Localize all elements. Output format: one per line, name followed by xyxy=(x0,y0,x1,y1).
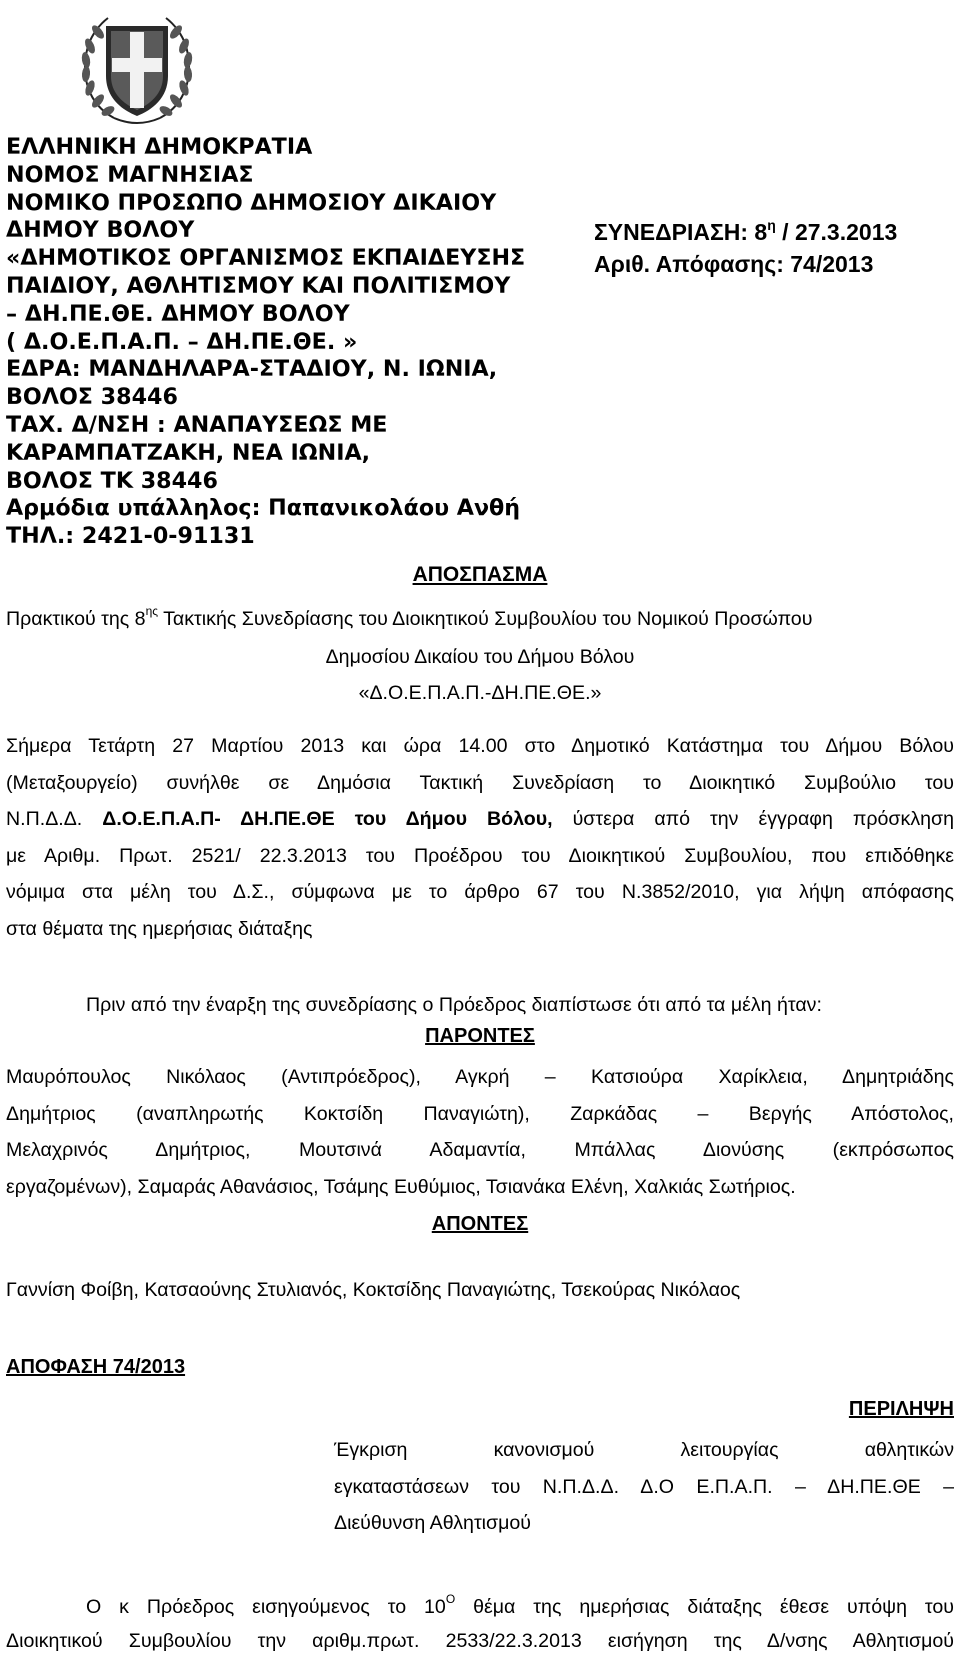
minutes-suffix: Τακτικής Συνεδρίασης του Διοικητικού Συμβουλίου του Νομικού Προσώπου xyxy=(158,608,813,630)
header-line: ΒΟΛΟΣ 38446 xyxy=(6,384,178,411)
session-ordinal: η xyxy=(767,217,776,233)
summary-line: εγκαταστάσεων του Ν.Π.Δ.Δ. Δ.Ο Ε.Π.Α.Π. – ΔΗ.ΠΕ.ΘΕ – xyxy=(334,1475,954,1498)
intro-rest: ύστερα από την έγγραφη πρόσκληση xyxy=(552,808,954,830)
minutes-ordinal: ης xyxy=(145,604,159,618)
intro-line: Σήμερα Τετάρτη 27 Μαρτίου 2013 και ώρα 14.00 στο Δημοτικό Κατάστημα του Δήμου Βόλου xyxy=(6,735,954,757)
closing-ordinal: Ο xyxy=(445,1592,456,1606)
header-line: ΕΔΡΑ: ΜΑΝΔΗΛΑΡΑ-ΣΤΑΔΙΟΥ, Ν. ΙΩΝΙΑ, xyxy=(6,356,498,383)
document-title: ΑΠΟΣΠΑΣΜΑ xyxy=(412,563,548,586)
intro-line: νόμιμα στα μέλη του Δ.Σ., σύμφωνα με το άρθρο 67 του Ν.3852/2010, για λήψη απόφασης xyxy=(6,881,954,903)
session-date: / 27.3.2013 xyxy=(775,219,898,245)
intro-paragraph xyxy=(6,728,954,947)
intro-line: (Μεταξουργείο) συνήλθε σε Δημόσια Τακτική Συνεδρίαση το Διοικητικό Συμβούλιο του xyxy=(6,771,954,794)
intro-line: στα θέματα της ημερήσιας διάταξης xyxy=(6,917,313,940)
header-line: ΤΗΛ.: 2421-0-91131 xyxy=(6,523,255,550)
closing-line xyxy=(86,1589,954,1626)
absent-list: Γαννίση Φοίβη, Κατσαούνης Στυλιανός, Κοκτσίδης Παναγιώτης, Τσεκούρας Νικόλαος xyxy=(6,1279,741,1301)
header-line: ΤΑΧ. Δ/ΝΣΗ : ΑΝΑΠΑΥΣΕΩΣ ΜΕ xyxy=(6,411,388,438)
header-line: «ΔΗΜΟΤΙΚΟΣ ΟΡΓΑΝΙΣΜΟΣ ΕΚΠΑΙΔΕΥΣΗΣ xyxy=(6,245,526,272)
session-line xyxy=(594,216,897,248)
minutes-block xyxy=(6,601,954,637)
header-line: ΔΗΜΟΥ ΒΟΛΟΥ xyxy=(6,217,195,244)
minutes-line-1 xyxy=(6,601,954,637)
absent-heading: ΑΠΟΝΤΕΣ xyxy=(431,1213,529,1235)
minutes-line-3: «Δ.Ο.Ε.Π.Α.Π.-ΔΗ.ΠΕ.ΘΕ.» xyxy=(358,682,602,704)
decision-heading: ΑΠΟΦΑΣΗ 74/2013 xyxy=(6,1356,186,1378)
intro-org-name: Δ.Ο.Ε.Π.Α.Π- ΔΗ.ΠΕ.ΘΕ του Δήμου Βόλου, xyxy=(102,808,553,830)
intro-org-type: Ν.Π.Δ.Δ. xyxy=(6,808,103,830)
session-info xyxy=(594,216,897,280)
issuer-header xyxy=(6,134,566,551)
header-line: ΒΟΛΟΣ ΤΚ 38446 xyxy=(6,467,218,494)
minutes-prefix: Πρακτικού της 8 xyxy=(6,608,146,630)
header-line: ΚΑΡΑΜΠΑΤΖΑΚΗ, ΝΕΑ ΙΩΝΙΑ, xyxy=(6,439,371,466)
quorum-intro: Πριν από την έναρξη της συνεδρίασης ο Πρόεδρος διαπίστωσε ότι από τα μέλη ήταν: xyxy=(86,994,822,1016)
decision-number: Αριθ. Απόφασης: 74/2013 xyxy=(594,251,874,277)
summary-line: Έγκριση κανονισμού λειτουργίας αθλητικών xyxy=(334,1439,954,1461)
intro-line: με Αριθμ. Πρωτ. 2521/ 22.3.2013 του Προέδρου του Διοικητικού Συμβουλίου, που επιδόθηκε xyxy=(6,844,954,867)
header-line: – ΔΗ.ΠΕ.ΘΕ. ΔΗΜΟΥ ΒΟΛΟΥ xyxy=(6,300,350,327)
intro-line xyxy=(6,801,954,838)
summary-heading: ΠΕΡΙΛΗΨΗ xyxy=(848,1398,954,1420)
header-line: ΝΟΜΙΚΟ ΠΡΟΣΩΠΟ ΔΗΜΟΣΙΟΥ ΔΙΚΑΙΟΥ xyxy=(6,189,497,216)
present-line: εργαζομένων), Σαμαράς Αθανάσιος, Τσάμης Ευθύμιος, Τσιανάκα Ελένη, Χαλκιάς Σωτήριος. xyxy=(6,1175,796,1198)
closing-line: Διοικητικού Συμβουλίου την αριθμ.πρωτ. 2533/22.3.2013 εισήγηση της Δ/νσης Αθλητισμού xyxy=(6,1630,954,1652)
closing-line-2 xyxy=(6,1623,954,1660)
present-line: Μαυρόπουλος Νικόλαος (Αντιπρόεδρος), Αγκρή – Κατσιούρα Χαρίκλεια, Δημητριάδης xyxy=(6,1066,954,1088)
session-prefix: ΣΥΝΕΔΡΙΑΣΗ: 8 xyxy=(594,219,768,245)
minutes-line-2: Δημοσίου Δικαίου του Δήμου Βόλου xyxy=(325,646,635,668)
header-line: ( Δ.Ο.Ε.Π.Α.Π. – ΔΗ.ΠΕ.ΘΕ. » xyxy=(6,328,358,355)
header-line: ΕΛΛΗΝΙΚΗ ΔΗΜΟΚΡΑΤΙΑ xyxy=(6,134,313,160)
header-line: ΠΑΙΔΙΟΥ, ΑΘΛΗΤΙΣΜΟΥ ΚΑΙ ΠΟΛΙΤΙΣΜΟΥ xyxy=(6,272,511,299)
closing-prefix: Ο κ Πρόεδρος εισηγούμενος το 10 xyxy=(86,1596,446,1618)
present-line: Δημήτριος (αναπληρωτής Κοκτσίδη Παναγιώτη), Ζαρκάδας – Βεργής Απόστολος, xyxy=(6,1102,954,1125)
present-line: Μελαχρινός Δημήτριος, Μουτσινά Αδαμαντία, Μπάλλας Διονύσης (εκπρόσωπος xyxy=(6,1139,954,1161)
summary-text xyxy=(334,1432,954,1542)
summary-line: Διεύθυνση Αθλητισμού xyxy=(334,1512,532,1534)
closing-suffix: θέμα της ημερήσιας διάταξης έθεσε υπόψη του xyxy=(455,1596,954,1618)
present-list xyxy=(6,1059,954,1205)
greek-emblem-icon xyxy=(74,6,200,128)
present-heading: ΠΑΡΟΝΤΕΣ xyxy=(425,1025,535,1047)
header-line: ΝΟΜΟΣ ΜΑΓΝΗΣΙΑΣ xyxy=(6,161,254,188)
closing-line-1 xyxy=(86,1589,954,1626)
header-line: Αρμόδια υπάλληλος: Παπανικολάου Ανθή xyxy=(6,495,521,522)
